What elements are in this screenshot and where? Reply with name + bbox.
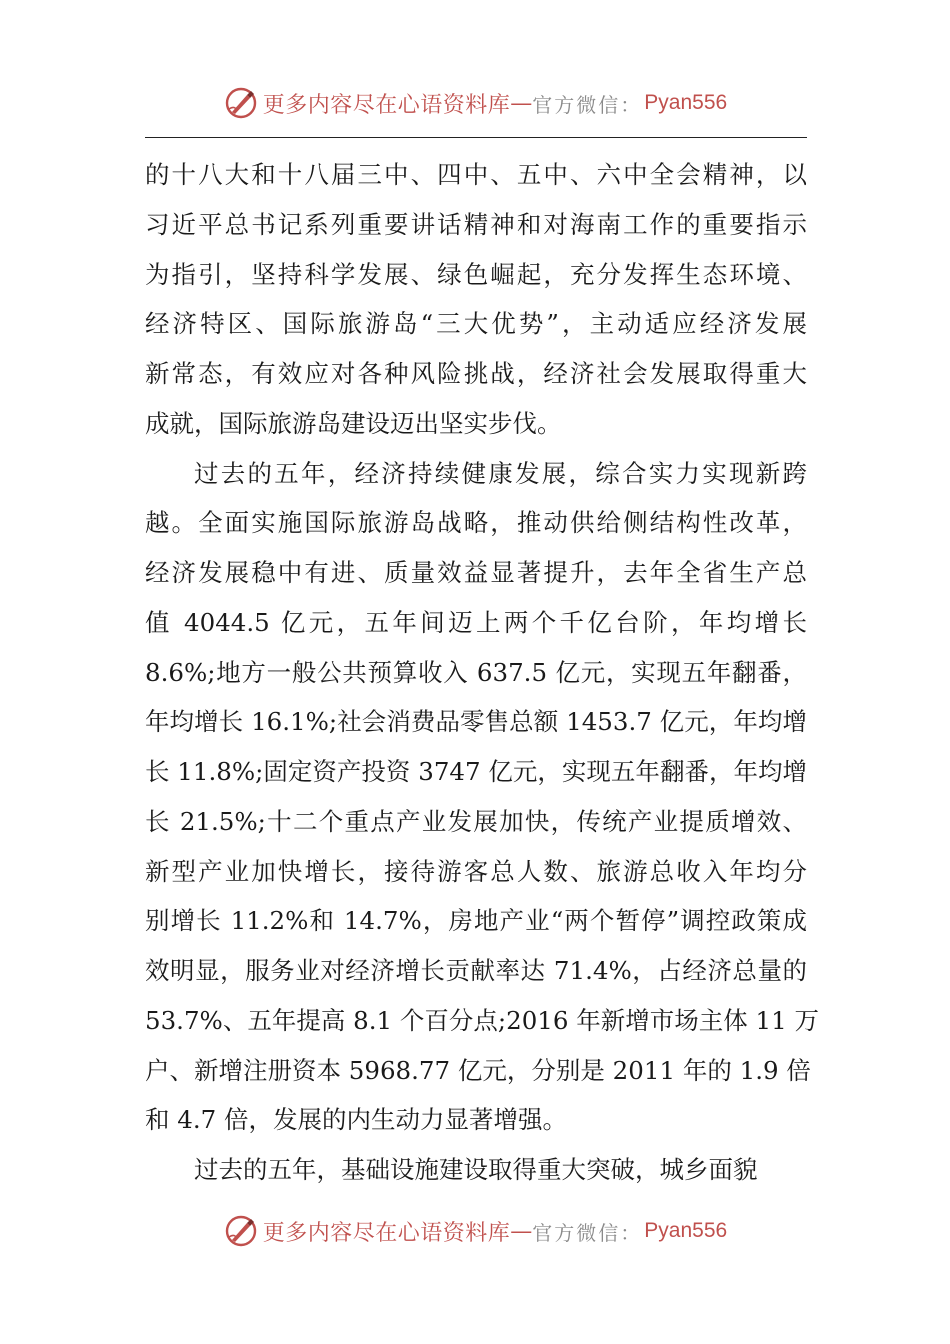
document-body [145,150,820,1195]
paragraph-start-line: 过去的五年，基础设施建设取得重大突破，城乡面貌 [194,1155,758,1184]
text-line: 为指引，坚持科学发展、绿色崛起，充分发挥生态环境、 [145,259,807,289]
text-line: 习近平总书记系列重要讲话精神和对海南工作的重要指示 [145,209,807,239]
text-line: 长 11.8%;固定资产投资 3747 亿元，实现五年翻番，年均增 [145,757,807,786]
header-banner [0,78,950,128]
text-line: 新常态，有效应对各种风险挑战，经济社会发展取得重大 [145,359,807,388]
footer-weixin-id: Pyan556 [644,1219,728,1242]
text-line: 效明显，服务业对经济增长贡献率达 71.4%，占经济总量的 [145,956,807,985]
text-line: 越。全面实施国际旅游岛战略，推动供给侧结构性改革， [145,508,807,538]
text-line: 值 4044.5 亿元，五年间迈上两个千亿台阶，年均增长 [145,607,807,637]
text-line: 户、新增注册资本 5968.77 亿元，分别是 2011 年的 1.9 倍 [145,1055,811,1085]
text-line: 和 4.7 倍，发展的内生动力显著增强。 [145,1105,568,1135]
text-line: 长 21.5%;十二个重点产业发展加快，传统产业提质增效、 [145,806,807,836]
text-line: 经济发展稳中有进、质量效益显著提升，去年全省生产总 [145,558,807,587]
text-line: 53.7%、五年提高 8.1 个百分点;2016 年新增市场主体 11 万 [145,1005,820,1035]
text-line: 经济特区、国际旅游岛“三大优势”，主动适应经济发展 [145,309,807,339]
text-line: 新型产业加快增长，接待游客总人数、旅游总收入年均分 [145,856,807,886]
pen-logo-icon [223,85,259,121]
header-weixin-id: Pyan556 [644,91,728,114]
footer-banner-dash: — [510,1218,533,1244]
footer-banner-text: 更多内容尽在心语资料库 [262,1220,511,1246]
text-line: 别增长 11.2%和 14.7%，房地产业“两个暂停”调控政策成 [145,906,807,936]
header-banner-text: 更多内容尽在心语资料库 [262,92,511,118]
header-banner-dash: — [510,90,533,116]
header-divider [145,137,807,138]
text-line: 的十八大和十八届三中、四中、五中、六中全会精神，以 [145,160,807,189]
paragraph-start-line: 过去的五年，经济持续健康发展，综合实力实现新跨 [194,458,807,488]
text-line: 年均增长 16.1%;社会消费品零售总额 1453.7 亿元，年均增 [145,707,807,737]
footer-banner [0,1206,950,1256]
header-weixin-label: 官方微信： [532,92,643,117]
footer-weixin-label: 官方微信： [532,1220,643,1245]
text-line: 成就，国际旅游岛建设迈出坚实步伐。 [145,408,562,438]
text-line: 8.6%;地方一般公共预算收入 637.5 亿元，实现五年翻番， [145,657,807,687]
pen-logo-icon [223,1213,259,1249]
